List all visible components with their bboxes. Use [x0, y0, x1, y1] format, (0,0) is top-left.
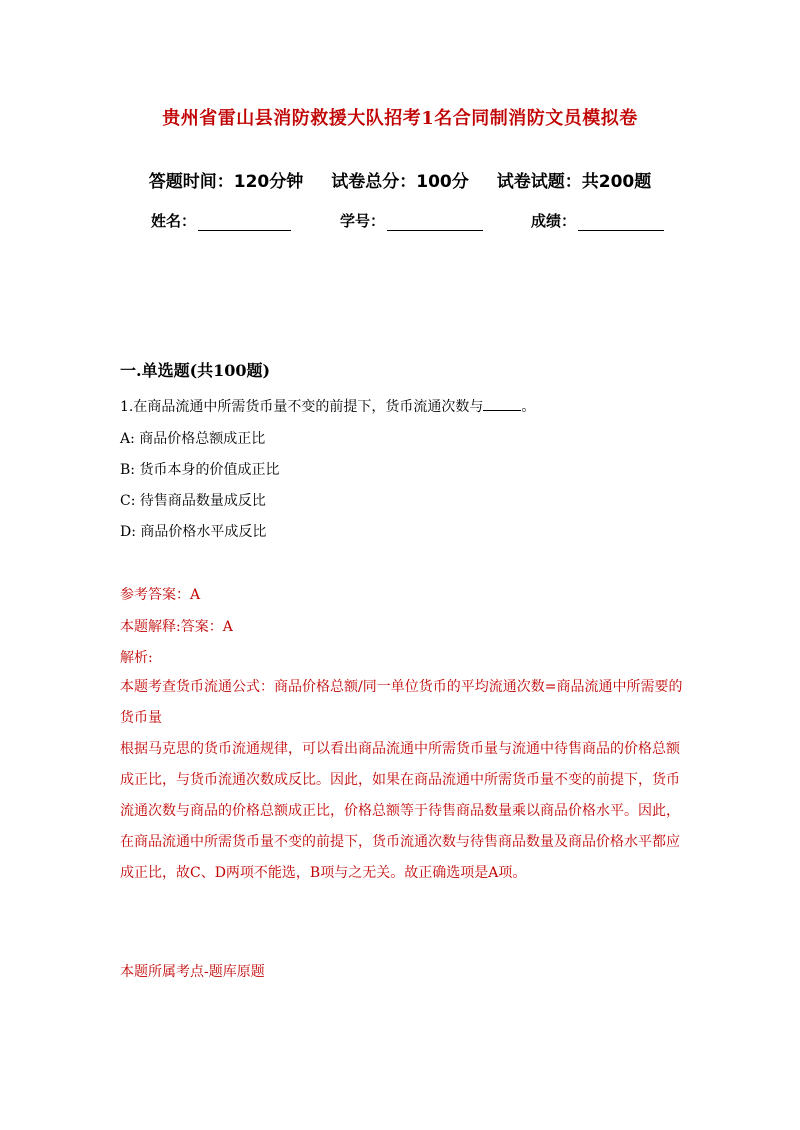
question-text: 1.在商品流通中所需货币量不变的前提下，货币流通次数与	[120, 399, 484, 415]
exam-title: 贵州省雷山县消防救援大队招考1名合同制消防文员模拟卷	[162, 108, 638, 129]
exam-total-score: 试卷总分：100分	[331, 172, 469, 192]
answer-explanation-label: 本题解释:答案：A	[120, 619, 233, 635]
exam-meta	[0, 167, 800, 192]
reference-answer: 参考答案：A	[120, 587, 201, 603]
analysis-label: 解析:	[120, 650, 153, 666]
section-title: 一.单选题(共100题)	[120, 361, 271, 380]
exam-question-count: 试卷试题：共200题	[496, 172, 652, 192]
grade-blank[interactable]	[578, 214, 664, 231]
analysis-paragraph-1: 本题考查货币流通公式：商品价格总额/同一单位货币的平均流通次数=商品流通中所需要的货币量	[120, 679, 683, 726]
student-id-label: 学号：	[340, 212, 386, 230]
option-b[interactable]: B: 货币本身的价值成正比	[120, 462, 280, 478]
topic-label: 本题所属考点-题库原题	[120, 964, 265, 980]
question-stem	[120, 396, 535, 416]
student-id-field[interactable]	[340, 210, 483, 231]
question-end: 。	[521, 399, 536, 415]
option-c[interactable]: C: 待售商品数量成反比	[120, 493, 266, 509]
grade-field[interactable]	[531, 210, 664, 231]
name-label: 姓名：	[151, 212, 197, 230]
grade-label: 成绩：	[531, 212, 577, 230]
student-id-blank[interactable]	[387, 214, 483, 231]
option-a[interactable]: A: 商品价格总额成正比	[120, 431, 266, 447]
name-blank[interactable]	[198, 214, 291, 231]
option-d[interactable]: D: 商品价格水平成反比	[120, 524, 267, 540]
analysis-paragraph-2: 根据马克思的货币流通规律，可以看出商品流通中所需货币量与流通中待售商品的价格总额成正比，与货币流通次数成反比。因此，如果在商品流通中所需货币量不变的前提下，货币流通次数与商品的价格总额成正比，价格总额等于待售商品数量乘以商品价格水平。因此，在商品流通中所需货币量不变的前提下，货币流通次数与待售商品数量及商品价格水平都应成正比，故C、D两项不能选，B项与之无关。故正确选项是A项。	[120, 741, 680, 881]
exam-time: 答题时间：120分钟	[148, 172, 304, 192]
question-blank	[483, 397, 521, 411]
name-field[interactable]	[151, 210, 291, 231]
